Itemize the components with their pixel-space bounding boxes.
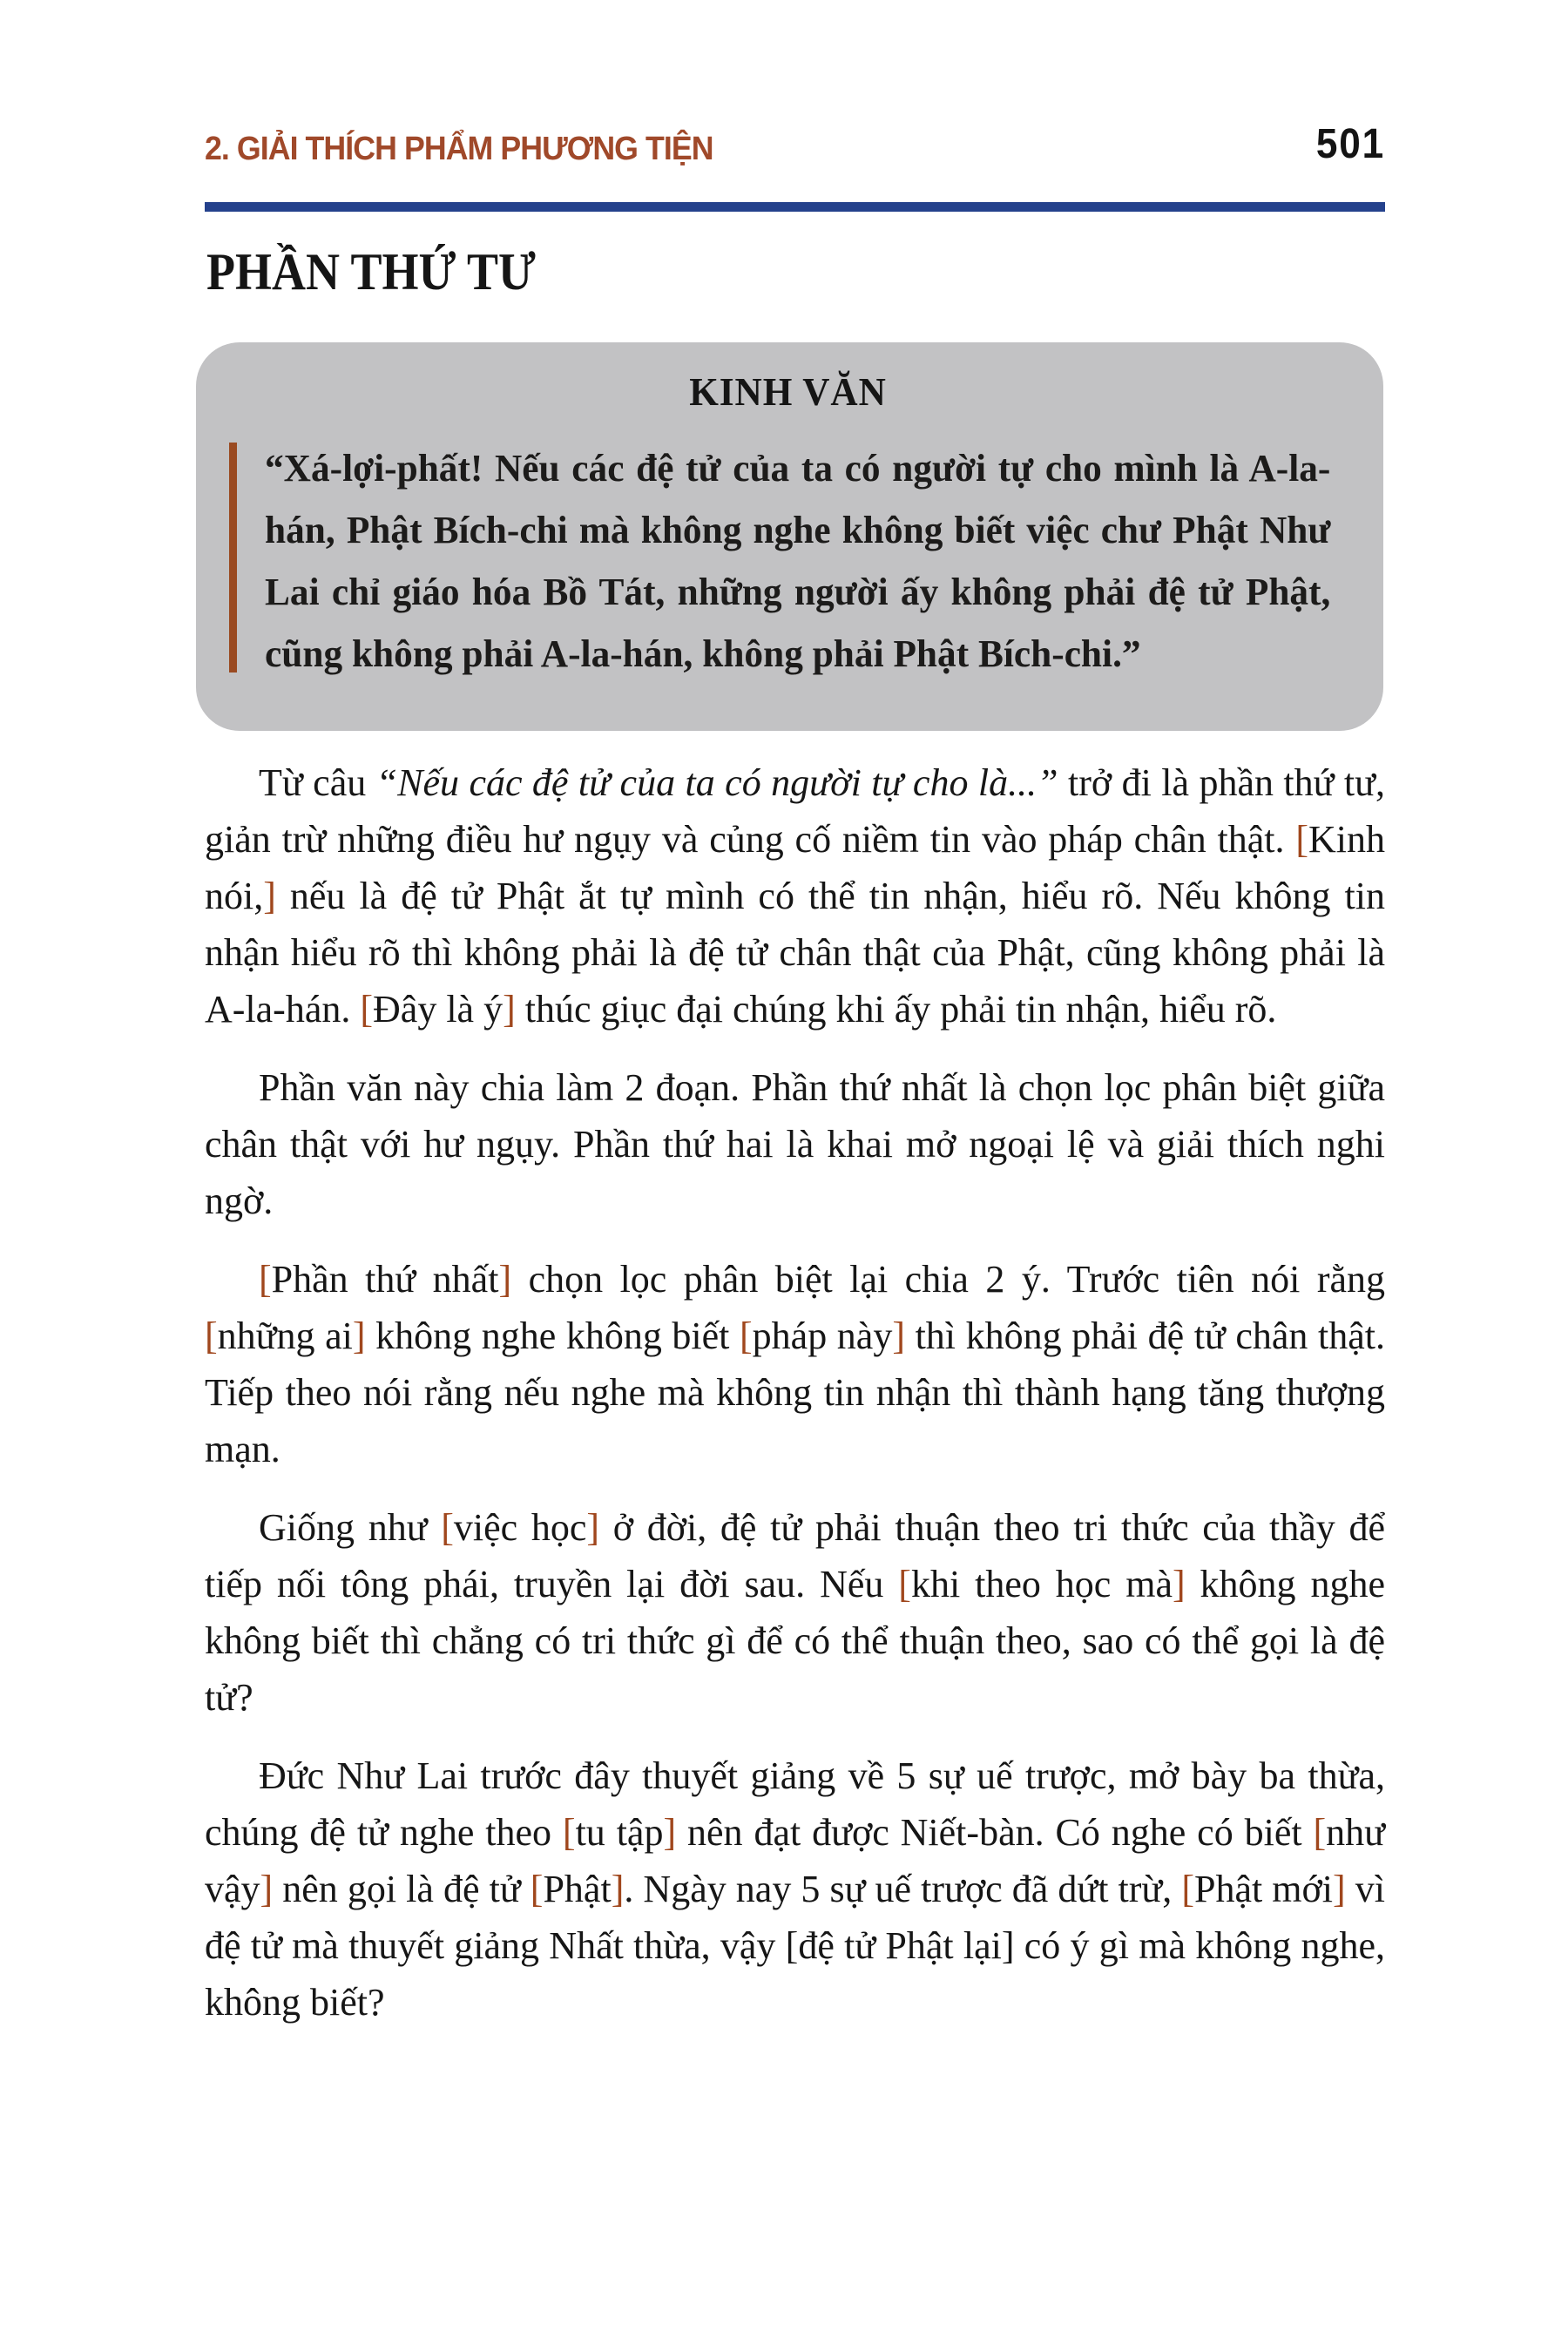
page-header	[205, 120, 1385, 168]
sutra-quote-box-title: KINH VĂN	[689, 369, 887, 414]
paragraph: Đức Như Lai trước đây thuyết giảng về 5 sự uế trược, mở bày ba thừa, chúng đệ tử nghe theo [tu tập] nên đạt được Niết-bàn. Có nghe có biết [như vậy] nên gọi là đệ tử [Phật]. Ngày nay 5 sự uế trược đã dứt trừ, [Phật mới] vì đệ tử mà thuyết giảng Nhất thừa, vậy [đệ tử Phật lại] có ý gì mà không nghe, không biết?	[205, 1754, 1395, 2024]
header-divider-rule	[205, 202, 1385, 212]
paragraph: Giống như [việc học] ở đời, đệ tử phải thuận theo tri thức của thầy để tiếp nối tông phái, truyền lại đời sau. Nếu [khi theo học mà] không nghe không biết thì chẳng có tri thức gì để có thể thuận theo, sao có thể gọi là đệ tử?	[205, 1506, 1396, 1719]
sutra-quote-text: “Xá-lợi-phất! Nếu các đệ tử của ta có người tự cho mình là A-la-hán, Phật Bích-chi mà không nghe không biết việc chư Phật Như Lai chỉ giáo hóa Bồ Tát, những người ấy không phải đệ tử Phật, cũng không phải A-la-hán, không phải Phật Bích-chi.”	[265, 447, 1331, 675]
commentary-body	[205, 754, 1396, 2031]
sutra-quote-block	[229, 437, 1347, 685]
paragraph: Từ câu “Nếu các đệ tử của ta có người tự cho là...” trở đi là phần thứ tư, giản trừ những điều hư ngụy và củng cố niềm tin vào pháp chân thật. [Kinh nói,] nếu là đệ tử Phật ắt tự mình có thể tin nhận, hiểu rõ. Nếu không tin nhận hiểu rõ thì không phải là đệ tử chân thật của Phật, cũng không phải là A-la-hán. [Đây là ý] thúc giục đại chúng khi ấy phải tin nhận, hiểu rõ.	[205, 761, 1395, 1031]
page-number: 501	[1315, 121, 1385, 167]
section-heading: PHẦN THỨ TƯ	[206, 243, 537, 301]
sutra-quote-box	[196, 342, 1383, 731]
paragraph: [Phần thứ nhất] chọn lọc phân biệt lại chia 2 ý. Trước tiên nói rằng [những ai] không nghe không biết [pháp này] thì không phải đệ tử chân thật. Tiếp theo nói rằng nếu nghe mà không tin nhận thì thành hạng tăng thượng mạn.	[205, 1258, 1396, 1470]
paragraph: Phần văn này chia làm 2 đoạn. Phần thứ nhất là chọn lọc phân biệt giữa chân thật với hư ngụy. Phần thứ hai là khai mở ngoại lệ và giải thích nghi ngờ.	[205, 1066, 1395, 1222]
running-header-title: 2. GIẢI THÍCH PHẨM PHƯƠNG TIỆN	[205, 131, 713, 167]
quote-accent-bar	[229, 443, 237, 672]
